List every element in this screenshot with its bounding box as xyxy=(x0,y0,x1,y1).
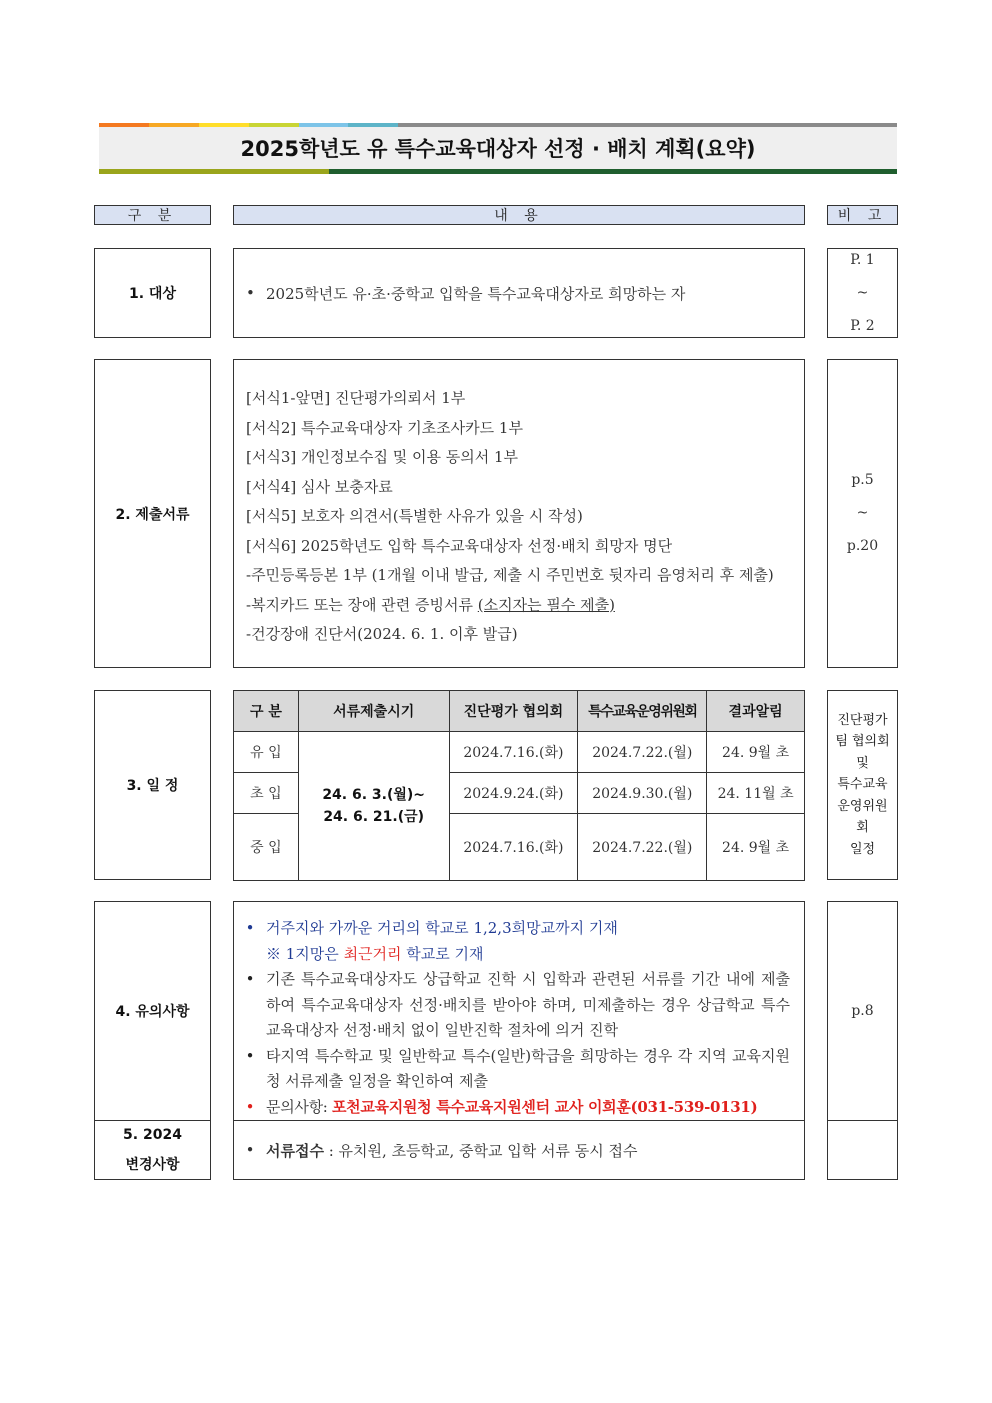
header-content: 내 용 xyxy=(233,205,805,225)
schedule-table-wrapper xyxy=(233,690,805,880)
section5-note xyxy=(827,1120,898,1180)
schedule-table xyxy=(233,690,805,881)
highlight-nearest: 최근거리 xyxy=(343,944,402,963)
list-item xyxy=(234,967,804,1044)
level-cell: 유 입 xyxy=(234,732,299,773)
section4-note: p.8 xyxy=(827,901,898,1121)
period-end: 24. 6. 21.(금) xyxy=(323,809,425,825)
section2-label: 2. 제출서류 xyxy=(94,359,211,668)
submission-period xyxy=(298,732,449,881)
label-line: 5. 2024 xyxy=(123,1127,182,1143)
list-item xyxy=(234,1095,804,1121)
document-item: -건강장애 진단서(2024. 6. 1. 이후 발급) xyxy=(246,625,518,643)
note-subtext: ※ 1지망은 최근거리 학교로 기재 xyxy=(266,944,484,963)
document-item xyxy=(246,591,804,621)
diagnosis-date: 2024.7.16.(화) xyxy=(449,732,578,773)
section1-content xyxy=(233,248,805,338)
bullet: • xyxy=(245,1046,255,1065)
bullet: • xyxy=(245,1097,255,1116)
list-item xyxy=(234,942,804,968)
note-line: 팀 협의회 xyxy=(835,734,890,750)
committee-date: 2024.7.22.(월) xyxy=(578,814,707,881)
label-line: 변경사항 xyxy=(125,1157,180,1173)
note-line: P. 1 xyxy=(850,251,875,268)
title-bottom-color-bar xyxy=(99,169,897,174)
period-start: 24. 6. 3.(월)~ xyxy=(322,787,426,803)
contact-value: 포천교육지원청 특수교육지원센터 교사 이희훈(031-539-0131) xyxy=(331,1097,758,1116)
committee-date: 2024.9.30.(월) xyxy=(578,773,707,814)
document-item: [서식6] 2025학년도 입학 특수교육대상자 선정·배치 희망자 명단 xyxy=(246,536,673,555)
section1-label: 1. 대상 xyxy=(94,248,211,338)
document-item: [서식4] 심사 보충자료 xyxy=(246,477,393,496)
note-line: 일정 xyxy=(849,841,876,857)
note-line: p.20 xyxy=(846,538,879,554)
section5-content xyxy=(233,1120,805,1180)
section5-label xyxy=(94,1120,211,1180)
section3-label: 3. 일 정 xyxy=(94,690,211,880)
header-note: 비 고 xyxy=(827,205,898,225)
section4-notes xyxy=(233,901,805,1121)
section3-note xyxy=(827,690,898,880)
note-line: ~ xyxy=(856,505,869,521)
note-text: 기존 특수교육대상자도 상급학교 진학 시 입학과 관련된 서류를 기간 내에 제출하여 특수교육대상자 선정·배치를 받아야 하며, 미제출하는 경우 상급학교 특수교육대상자 선정·배치 없이 일반진학 절차에 의거 진학 xyxy=(266,970,790,1039)
document-item: [서식1-앞면] 진단평가의뢰서 1부 xyxy=(246,389,466,407)
diagnosis-date: 2024.9.24.(화) xyxy=(449,773,578,814)
result-date: 24. 11월 초 xyxy=(707,773,805,814)
section1-note xyxy=(827,248,898,338)
column-header: 진단평가 협의회 xyxy=(449,691,578,732)
note-line: 특수교육 xyxy=(837,777,888,793)
document-item: [서식2] 특수교육대상자 기초조사카드 1부 xyxy=(246,418,523,437)
contact-label: 문의사항: xyxy=(266,1097,332,1116)
welfare-required-note: (소지자는 필수 제출) xyxy=(477,595,615,614)
column-header: 서류제출시기 xyxy=(298,691,449,732)
bullet: • xyxy=(245,919,255,937)
contact-info xyxy=(266,1095,804,1121)
header-category: 구 분 xyxy=(94,205,211,225)
section1-text: 2025학년도 유·초·중학교 입학을 특수교육대상자로 희망하는 자 xyxy=(266,284,686,303)
bullet: • xyxy=(246,284,255,302)
note-text: 타지역 특수학교 및 일반학교 특수(일반)학급을 희망하는 경우 각 지역 교육지원청 서류제출 일정을 확인하여 제출 xyxy=(266,1046,790,1090)
committee-date: 2024.7.22.(월) xyxy=(578,732,707,773)
note-line: 회 xyxy=(856,820,869,836)
result-date: 24. 9월 초 xyxy=(707,814,805,881)
level-cell: 중 입 xyxy=(234,814,299,881)
document-item: -주민등록등본 1부 (1개월 이내 발급, 제출 시 주민번호 뒷자리 음영처리 후 제출) xyxy=(246,566,774,584)
welfare-text: -복지카드 또는 장애 관련 증빙서류 xyxy=(246,595,478,614)
diagnosis-date: 2024.7.16.(화) xyxy=(449,814,578,881)
note-line: 진단평가 xyxy=(837,712,888,728)
note-line: P. 2 xyxy=(850,317,875,334)
note-line: p.5 xyxy=(851,472,874,488)
section2-note xyxy=(827,359,898,668)
section2-document-list xyxy=(233,359,805,668)
document-item: [서식5] 보호자 의견서(특별한 사유가 있을 시 작성) xyxy=(246,507,583,525)
column-header: 특수교육운영위원회 xyxy=(578,691,707,732)
level-cell: 초 입 xyxy=(234,773,299,814)
note-line: 및 xyxy=(856,755,869,771)
column-header: 구 분 xyxy=(234,691,299,732)
bullet: • xyxy=(245,1141,255,1159)
note-text: 거주지와 가까운 거리의 학교로 1,2,3희망교까지 기재 xyxy=(266,919,618,937)
section4-label: 4. 유의사항 xyxy=(94,901,211,1121)
document-title: 2025학년도 유 특수교육대상자 선정 · 배치 계획(요약) xyxy=(99,127,897,169)
result-date: 24. 9월 초 xyxy=(707,732,805,773)
changes-title: 서류접수 xyxy=(266,1141,324,1160)
list-item xyxy=(234,1044,804,1095)
document-item: [서식3] 개인정보수집 및 이용 동의서 1부 xyxy=(246,448,518,466)
list-item xyxy=(234,916,804,942)
bullet: • xyxy=(245,970,255,988)
table-row xyxy=(234,732,805,773)
column-header: 결과알림 xyxy=(707,691,805,732)
note-line: ~ xyxy=(856,284,869,301)
note-line: 운영위원 xyxy=(837,798,888,814)
changes-text: : 유치원, 초등학교, 중학교 입학 서류 동시 접수 xyxy=(323,1141,638,1160)
